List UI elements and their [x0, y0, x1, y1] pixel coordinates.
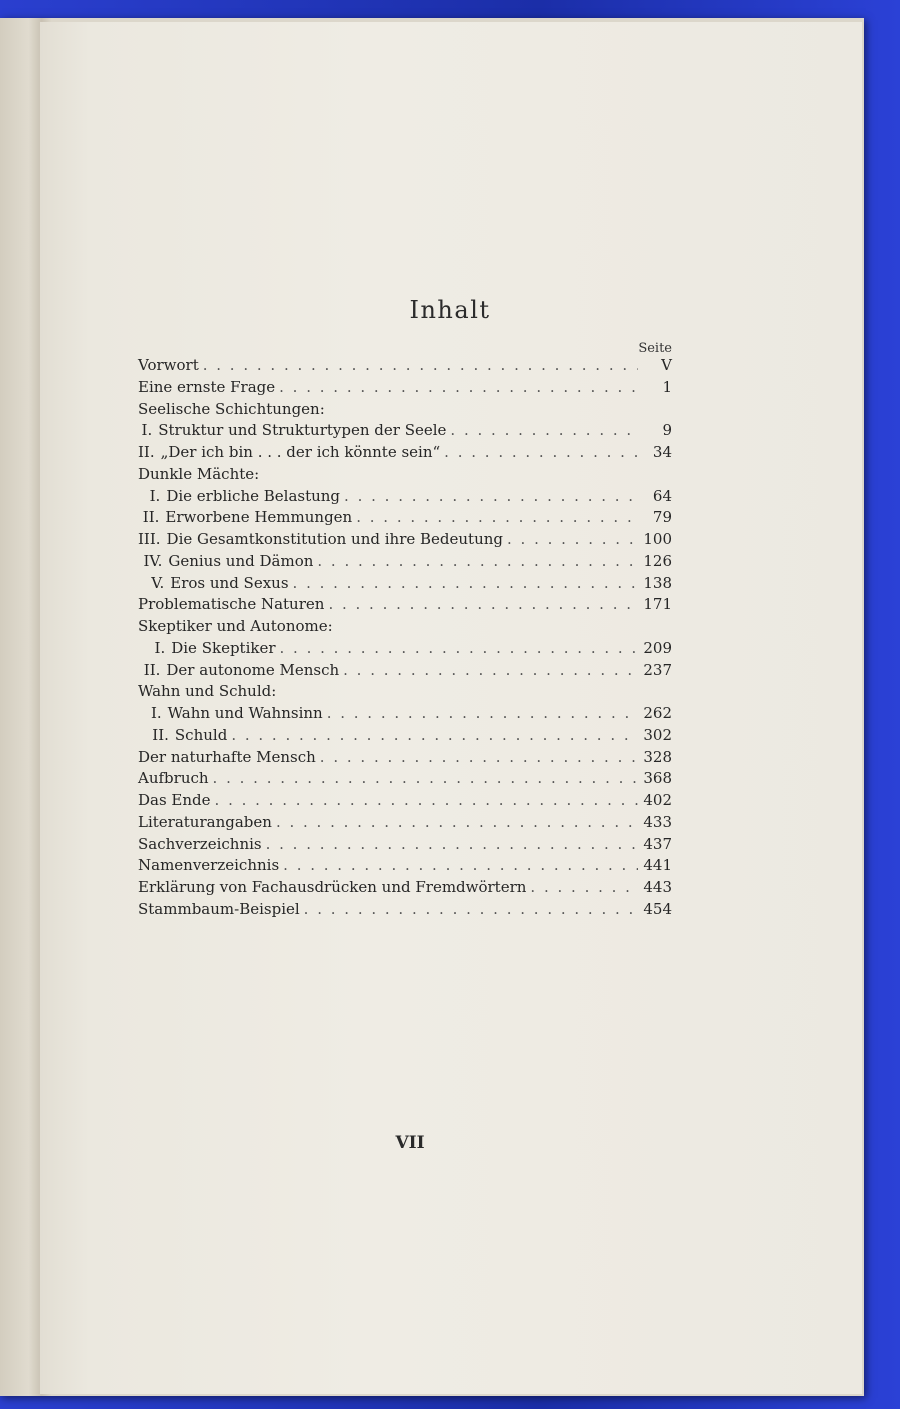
leader-dots: [328, 595, 638, 613]
toc-entry: [138, 900, 672, 922]
toc-entry-title: Die Skeptiker: [171, 638, 276, 657]
toc-entry-page: 171: [643, 595, 672, 614]
leader-dots: [320, 748, 638, 766]
toc-entry-number: I.: [150, 704, 162, 722]
leader-dots: [203, 356, 638, 374]
leader-dots: [507, 530, 638, 548]
toc-entry-page: 34: [652, 443, 672, 461]
toc-entry-title: „Der ich bin . . . der ich könnte sein“: [160, 443, 441, 461]
toc-entry-title: Eros und Sexus: [170, 573, 289, 592]
toc-entry-page: 328: [643, 747, 672, 766]
toc-entry-title: Dunkle Mächte:: [138, 464, 260, 483]
toc-entry: [138, 726, 672, 748]
toc-entry-title: Eine ernste Frage: [138, 377, 276, 396]
leader-dots: [283, 856, 638, 874]
leader-dots: [276, 813, 638, 831]
toc-title: Inhalt: [409, 296, 491, 324]
leader-dots: [530, 878, 638, 896]
leader-dots: [344, 487, 638, 505]
toc-entry: [138, 769, 672, 791]
toc-entry-title: Namenverzeichnis: [138, 856, 280, 875]
leader-dots: [304, 900, 638, 918]
toc-entry-page: 368: [643, 769, 672, 788]
toc-entry-page: 79: [652, 508, 672, 527]
toc-entry-title: Wahn und Wahnsinn: [167, 704, 323, 722]
toc-entry-number: V.: [151, 573, 165, 592]
toc-entry-number: III.: [138, 530, 161, 548]
toc-entry: [138, 878, 672, 900]
toc-entry: [138, 661, 672, 683]
leader-dots: [356, 508, 638, 526]
toc-entry: [138, 443, 672, 465]
toc-entry-number: I.: [149, 486, 161, 505]
toc-entry: [138, 552, 672, 574]
toc-entry-number: II.: [143, 660, 161, 679]
toc-entry: [138, 856, 672, 878]
toc-entry-page: 126: [643, 551, 672, 570]
toc-entry-page: 237: [643, 660, 672, 679]
toc-entry-title: Die erbliche Belastung: [166, 486, 341, 505]
leader-dots: [215, 791, 638, 809]
toc-entry-title: Die Gesamtkonstitution und ihre Bedeutung: [166, 530, 503, 548]
leader-dots: [231, 726, 638, 744]
toc-entry: [138, 617, 672, 639]
leader-dots: [317, 552, 638, 570]
toc-entry: [138, 356, 672, 378]
toc-entry: [138, 595, 672, 617]
page-column-label: Seite: [638, 341, 672, 356]
toc-entry-title: Struktur und Strukturtypen der Seele: [158, 421, 447, 440]
toc-entry-page: 209: [643, 638, 672, 657]
toc-entry-page: 100: [643, 530, 672, 548]
toc-entry-number: I.: [141, 421, 153, 440]
toc-entry-number: I.: [154, 638, 166, 657]
toc-entry: [138, 682, 672, 704]
toc-entry-number: IV.: [143, 551, 163, 570]
toc-entry-title: Das Ende: [138, 791, 211, 809]
toc-entry-page: 302: [643, 725, 672, 744]
toc-entry-page: 9: [662, 421, 672, 440]
leader-dots: [293, 574, 638, 592]
table-of-contents: [138, 356, 672, 922]
toc-entry-title: Vorwort: [138, 356, 199, 374]
toc-entry-page: 262: [643, 704, 672, 722]
toc-entry-title: Problematische Naturen: [138, 595, 325, 614]
leader-dots: [266, 835, 638, 853]
toc-entry: [138, 530, 672, 552]
toc-entry-title: Skeptiker und Autonome:: [138, 617, 333, 635]
toc-entry-page: 443: [643, 878, 672, 896]
leader-dots: [343, 661, 638, 679]
toc-entry-page: 441: [643, 856, 672, 875]
leader-dots: [444, 443, 638, 461]
toc-entry-number: II.: [142, 508, 160, 527]
toc-entry-page: 402: [643, 791, 672, 809]
toc-entry-page: 1: [662, 377, 672, 396]
toc-entry: [138, 378, 672, 400]
toc-entry: [138, 639, 672, 661]
toc-entry-title: Literaturangaben: [138, 812, 272, 831]
toc-entry-page: V: [661, 356, 672, 374]
toc-entry: [138, 487, 672, 509]
toc-entry-number: II.: [152, 725, 169, 744]
toc-entry-title: Schuld: [174, 725, 228, 744]
toc-entry-title: Seelische Schichtungen:: [138, 399, 325, 418]
leader-dots: [280, 639, 638, 657]
toc-entry-title: Stammbaum-Beispiel: [138, 899, 300, 918]
leader-dots: [213, 769, 638, 787]
toc-entry-page: 437: [643, 834, 672, 853]
toc-entry-title: Erklärung von Fachausdrücken und Fremdwörtern: [138, 878, 527, 896]
toc-entry: [138, 813, 672, 835]
toc-entry-page: 454: [643, 899, 672, 918]
leader-dots: [327, 704, 638, 722]
toc-entry-page: 138: [643, 573, 672, 592]
toc-entry: [138, 465, 672, 487]
toc-entry: [138, 421, 672, 443]
toc-entry-title: Erworbene Hemmungen: [165, 508, 353, 527]
toc-entry: [138, 400, 672, 422]
leader-dots: [279, 378, 638, 396]
toc-entry: [138, 574, 672, 596]
toc-entry-title: Aufbruch: [138, 769, 209, 788]
leader-dots: [450, 421, 638, 439]
toc-entry-title: Der naturhafte Mensch: [138, 747, 316, 766]
toc-entry-number: II.: [138, 443, 155, 461]
toc-entry-page: 64: [652, 486, 672, 505]
toc-entry-title: Der autonome Mensch: [166, 660, 340, 679]
page-number: VII: [395, 1133, 425, 1153]
toc-entry: [138, 835, 672, 857]
toc-entry-title: Sachverzeichnis: [138, 834, 262, 853]
toc-entry-page: 433: [643, 812, 672, 831]
toc-entry-title: Wahn und Schuld:: [138, 682, 277, 701]
toc-entry-title: Genius und Dämon: [168, 551, 314, 570]
toc-entry: [138, 791, 672, 813]
toc-entry: [138, 748, 672, 770]
toc-entry: [138, 508, 672, 530]
toc-entry: [138, 704, 672, 726]
